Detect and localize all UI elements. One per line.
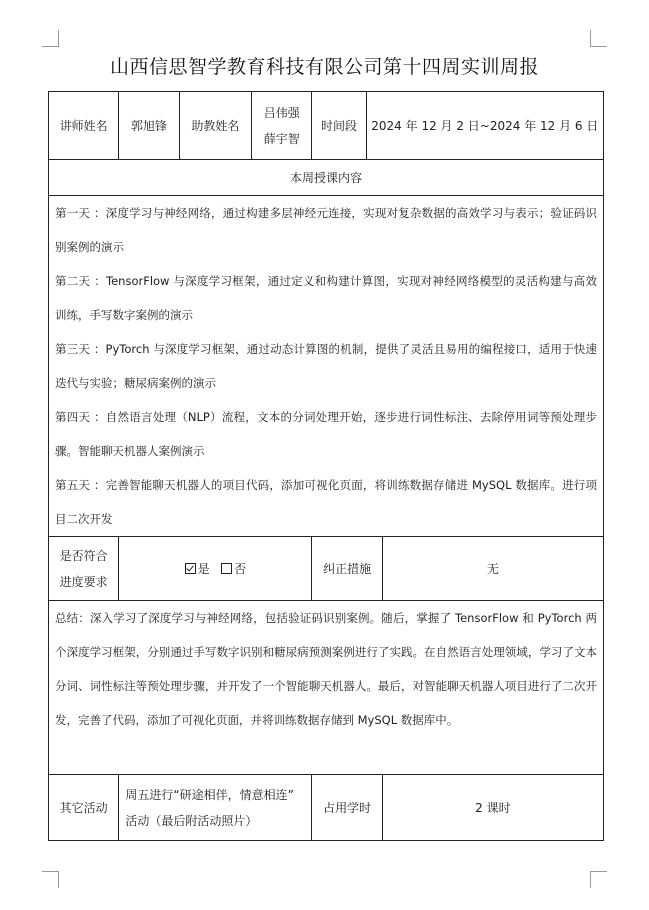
corner-mark-top-right <box>590 30 607 47</box>
assistant-label: 助教姓名 <box>179 92 251 160</box>
page-title: 山西信思智学教育科技有限公司第十四周实训周报 <box>109 56 539 78</box>
assistant-values <box>252 92 312 160</box>
corner-mark-bottom-left <box>42 871 59 888</box>
compliance-label <box>49 537 119 601</box>
other-activity-row <box>49 775 604 841</box>
corner-mark-top-left <box>42 30 59 47</box>
time-used-label: 占用学时 <box>312 775 382 841</box>
period-label: 时间段 <box>312 92 366 160</box>
info-row <box>49 92 604 160</box>
activity-line: 周五进行“研途相伴，情意相连” <box>125 787 294 802</box>
time-used-value: 2 课时 <box>382 775 603 841</box>
no-checkbox[interactable] <box>221 563 232 574</box>
yes-label: 是 <box>197 562 210 576</box>
content-header-row <box>49 160 604 196</box>
weekly-report-table <box>48 91 604 841</box>
correction-label: 纠正措施 <box>312 537 382 601</box>
assistant-name: 吕伟强 <box>263 105 300 120</box>
day-entry: 第四天 ：自然语言处理（NLP）流程，文本的分词处理开始，逐步进行词性标注、去除停用词等预处理步骤。智能聊天机器人案例演示 <box>55 410 597 458</box>
day-entry: 第三天 ：PyTorch 与深度学习框架，通过动态计算图的机制，提供了灵活且易用的编程接口，适用于快速迭代与实验；糖尿病案例的演示 <box>55 342 597 390</box>
other-activity-label: 其它活动 <box>49 775 119 841</box>
compliance-row <box>49 537 604 601</box>
compliance-options <box>119 537 312 601</box>
yes-checkbox[interactable] <box>185 563 196 574</box>
day-entry: 第五天 ：完善智能聊天机器人的项目代码，添加可视化页面，将训练数据存储进 MySQL 数据库。进行项目二次开发 <box>55 478 597 526</box>
summary-text: 总结：深入学习了深度学习与神经网络，包括验证码识别案例。随后，掌握了 TensorFlow 和 PyTorch 两个深度学习框架，分别通过手写数字识别和糖尿病预测案例进行了实践。在自然语言处理领域，学习了文本分词、词性标注等预处理步骤，并开发了一个智能聊天机器人。最后，对智能聊天机器人项目进行了二次开发，完善了代码，添加了可视化页面，并将训练数据存储到 MySQL 数据库中。 <box>49 601 604 775</box>
day-entry: 第二天 ：TensorFlow 与深度学习框架，通过定义和构建计算图，实现对神经网络模型的灵活构建与高效训练，手写数字案例的演示 <box>55 274 597 322</box>
activity-line: 活动（最后附活动照片） <box>125 813 258 828</box>
instructor-label: 讲师姓名 <box>49 92 119 160</box>
no-label: 否 <box>234 562 247 576</box>
summary-row <box>49 601 604 775</box>
correction-value: 无 <box>382 537 603 601</box>
days-row <box>49 196 604 537</box>
other-activity-detail <box>119 775 312 841</box>
assistant-name: 薛宇智 <box>263 131 300 146</box>
period-value: 2024 年 12 月 2 日~2024 年 12 月 6 日 <box>366 92 603 160</box>
day-entry: 第一天 ：深度学习与神经网络，通过构建多层神经元连接，实现对复杂数据的高效学习与表示；验证码识别案例的演示 <box>55 206 597 254</box>
compliance-label-line: 是否符合 <box>59 548 108 563</box>
instructor-value: 郭旭锋 <box>119 92 179 160</box>
daily-content <box>49 196 604 537</box>
compliance-label-line: 进度要求 <box>59 574 108 589</box>
corner-mark-bottom-right <box>590 871 607 888</box>
content-header: 本周授课内容 <box>49 160 604 196</box>
